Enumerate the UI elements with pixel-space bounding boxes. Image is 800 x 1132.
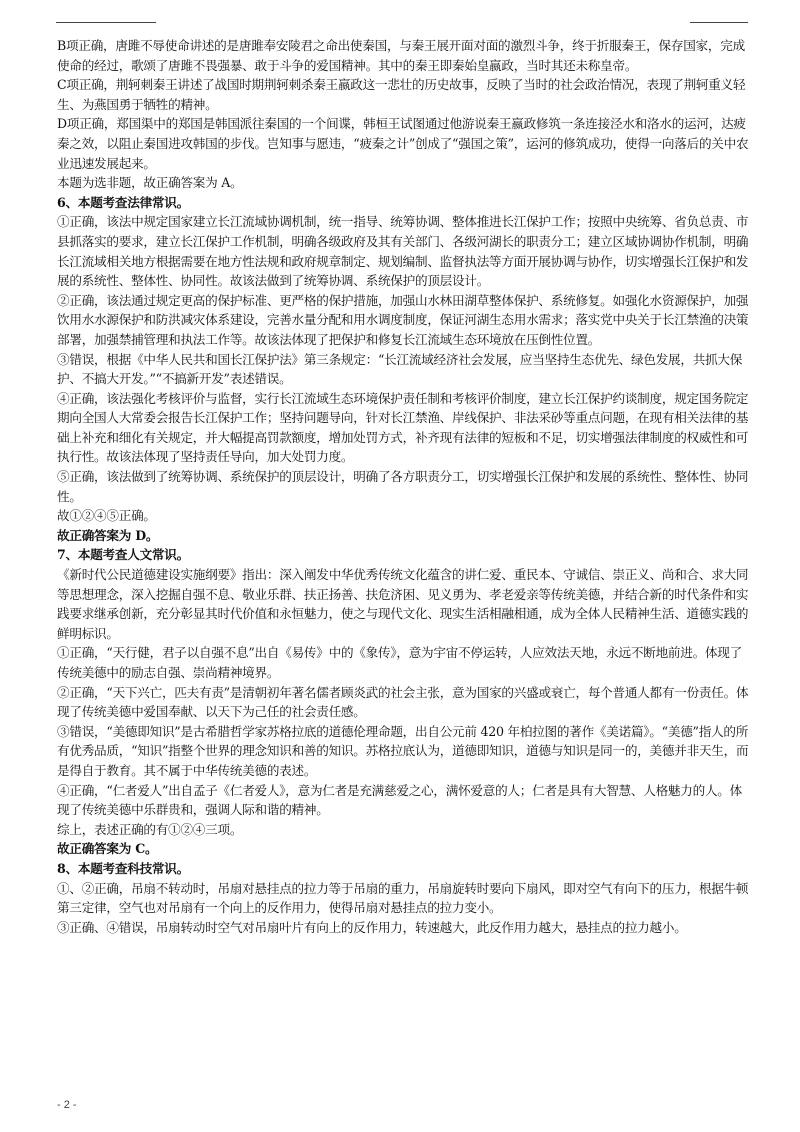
page-number: - 2 - — [57, 1099, 77, 1111]
answer-explanation-body — [57, 36, 753, 937]
q6-point-5: ⑤正确，该法做到了统筹协调、系统保护的顶层设计，明确了各方职责分工，切实增强长江保护和发展的系统性、整体性、协同性。 — [57, 469, 749, 504]
q8-point-1-2: ①、②正确，吊扇不转动时，吊扇对悬挂点的拉力等于吊扇的重力，吊扇旋转时要向下扇风，即对空气有向下的压力，根据牛顿第三定律，空气也对吊扇有一个向上的反作用力，使得吊扇对悬挂点的拉力变小。 — [57, 880, 749, 916]
question-heading-7: 7、本题考查人文常识。 — [57, 547, 189, 563]
q6-point-1: ①正确，该法中规定国家建立长江流域协调机制，统一指导、统筹协调、整体推进长江保护工作；按照中央统筹、省负总责、市县抓落实的要求，建立长江保护工作机制，明确各级政府及其有关部门、各级河湖长的职责分工；建立区域协调协作机制，明确长江流域相关地方根据需要在地方性法规和政府规章制定、规划编制、监督执法等方面开展协调与协作，切实增强长江保护和发展的系统性、整体性、协同性。故该法做到了统筹协调、系统保护的顶层设计。 — [57, 214, 749, 289]
q6-point-2: ②正确，该法通过规定更高的保护标准、更严格的保护措施，加强山水林田湖草整体保护、系统修复。如强化水资源保护，加强饮用水水源保护和防洪减灾体系建设，完善水量分配和用水调度制度，保证河湖生态用水需求；落实党中央关于长江禁渔的决策部署，加强禁捕管理和执法工作等。故该法体现了把保护和修复长江流域生态环境放在压倒性位置。 — [57, 292, 749, 347]
q7-summary: 综上，表述正确的有①②④三项。 — [57, 821, 243, 837]
q7-point-2: ②正确，“天下兴亡，匹夫有责”是清朝初年著名儒者顾炎武的社会主张，意为国家的兴盛或衰亡，每个普通人都有一份责任。体现了传统美德中爱国奉献、以天下为己任的社会责任感。 — [57, 684, 749, 720]
paragraph-option-c: C项正确，荆轲刺秦王讲述了战国时期荆轲刺杀秦王嬴政这一悲壮的历史故事，反映了当时的社会政治情况，表现了荆轲重义轻生、为燕国勇于牺牲的精神。 — [57, 77, 746, 112]
answer-line-q5: 本题为选非题，故正确答案为 A。 — [57, 175, 243, 191]
q6-point-4: ④正确，该法强化考核评价与监督，实行长江流域生态环境保护责任制和考核评价制度，建立长江保护约谈制度，规定国务院定期向全国人大常委会报告长江保护工作；坚持问题导向，针对长江禁渔、岸线保护、非法采砂等重点问题，在现有相关法律的基础上补充和细化有关规定，并大幅提高罚款额度，增加处罚方式，补齐现有法律的短板和不足，切实增强法律制度的权威性和可执行性。故该法体现了坚持责任导向，加大处罚力度。 — [57, 390, 749, 465]
q7-point-1: ①正确，“天行健，君子以自强不息”出自《易传》中的《象传》，意为宇宙不停运转，人应效法天地，永远不断地前进。体现了传统美德中的励志自强、崇尚精神境界。 — [57, 645, 742, 680]
paragraph-option-b: B项正确，唐雎不辱使命讲述的是唐雎奉安陵君之命出使秦国，与秦王展开面对面的激烈斗争，终于折服秦王，保存国家，完成使命的经过，歌颂了唐雎不畏强暴、敢于斗争的爱国精神。其中的秦王即秦始皇嬴政，当时其还未称皇帝。 — [57, 38, 745, 73]
q7-point-3: ③错误，“美德即知识”是古希腊哲学家苏格拉底的道德伦理命题，出自公元前 420 年柏拉图的著作《美诺篇》。“美德”指人的所有优秀品质，“知识”指整个世界的理念知识和善的知识。苏格拉底认为，道德即知识，道德与知识是同一的，美德并非天生，而是得自于教育。其不属于中华传统美德的表述。 — [57, 723, 749, 778]
question-heading-8: 8、本题考查科技常识。 — [57, 860, 189, 876]
paragraph-option-d: D项正确，郑国渠中的郑国是韩国派往秦国的一个间谍，韩桓王试图通过他游说秦王嬴政修筑一条连接泾水和洛水的运河，达疲秦之效，以阻止秦国进攻韩国的步伐。岂知事与愿违，“疲秦之计”创成了“强国之策”，运河的修筑成功，使得一向落后的关中农业迅速发展起来。 — [57, 116, 749, 171]
q7-intro: 《新时代公民道德建设实施纲要》指出：深入阐发中华优秀传统文化蕴含的讲仁爱、重民本、守诚信、崇正义、尚和合、求大同等思想理念，深入挖掘自强不息、敬业乐群、扶正扬善、扶危济困、见义勇为、孝老爱亲等传统美德，并结合新的时代条件和实践要求继承创新，充分彰显其时代价值和永恒魅力，使之与现代文化、现实生活相融相通，成为全体人民精神生活、道德实践的鲜明标识。 — [57, 567, 749, 641]
answer-line-q7: 故正确答案为 C。 — [57, 841, 158, 857]
q6-point-3: ③错误，根据《中华人民共和国长江保护法》第三条规定：“长江流域经济社会发展，应当坚持生态优先、绿色发展，共抓大保护、不搞大开发。”“不搞新开发”表述错误。 — [57, 351, 743, 387]
header-rule-left — [56, 22, 156, 23]
q7-point-4: ④正确，“仁者爱人”出自孟子《仁者爱人》，意为仁者是充满慈爱之心，满怀爱意的人；仁者是具有大智慧、人格魅力的人。体现了传统美德中乐群贵和，强调人际和谐的精神。 — [57, 782, 742, 818]
answer-line-q6: 故正确答案为 D。 — [57, 527, 159, 543]
question-heading-6: 6、本题考查法律常识。 — [57, 194, 189, 210]
q6-summary: 故①②④⑤正确。 — [57, 508, 156, 524]
q8-point-3-4: ③正确、④错误，吊扇转动时空气对吊扇叶片有向上的反作用力，转速越大，此反作用力越大，悬挂点的拉力越小。 — [57, 919, 687, 935]
header-rule-right — [690, 22, 748, 23]
